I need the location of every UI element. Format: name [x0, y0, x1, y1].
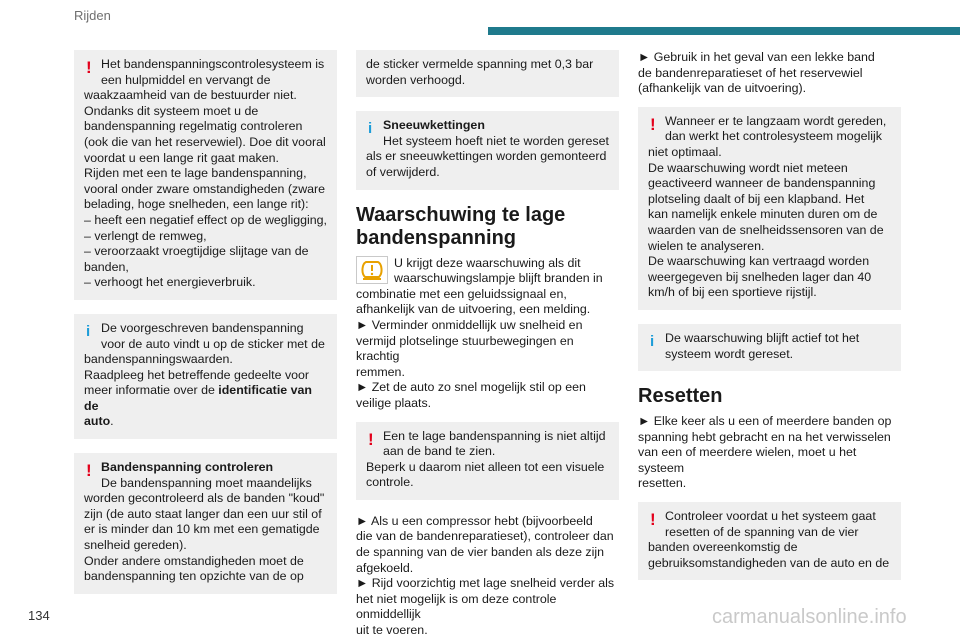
text-line: bandenspanning regelmatig controleren	[84, 119, 303, 134]
text-line: de spanning van de vier banden als deze zijn	[356, 545, 604, 560]
text-line: De waarschuwing blijft actief tot het	[665, 330, 860, 345]
warning-exclamation-icon: !	[650, 114, 656, 134]
text-line: resetten.	[638, 476, 687, 491]
text-line: bandenspanning ten opzichte van de op	[84, 569, 304, 584]
text-line	[84, 414, 327, 430]
text-line: veilige plaats.	[356, 395, 432, 410]
text-line: – heeft een negatief effect op de wegligging,	[84, 212, 327, 227]
text-line: uit te voeren.	[356, 623, 428, 638]
text-line: Een te lage bandenspanning is niet altijd	[383, 428, 606, 443]
text-line: de sticker vermelde spanning met 0,3 bar	[366, 57, 594, 71]
text-line: een hulpmiddel en vervangt de	[101, 72, 271, 87]
paragraph-warning-intro	[356, 256, 619, 412]
text-line: ► Zet de auto zo snel mogelijk stil op een	[356, 380, 586, 395]
text-line: – veroorzaakt vroegtijdige slijtage van de	[84, 244, 309, 259]
info-icon: i	[368, 120, 373, 138]
info-box-prescribed-pressure	[74, 314, 337, 439]
text-line: waarschuwingslampje blijft branden in	[394, 271, 603, 286]
info-icon: i	[650, 332, 655, 350]
section-heading-reset	[638, 385, 901, 408]
paragraph-reset	[638, 414, 901, 492]
text-line: remmen.	[356, 364, 405, 379]
page-number: 134	[28, 608, 50, 623]
paragraph-compressor	[356, 514, 619, 639]
text-line: Het systeem hoeft niet te worden gereset	[383, 133, 609, 148]
text-line: De bandenspanning moet maandelijks	[101, 475, 312, 490]
text-line: snelheid gereden).	[84, 538, 187, 553]
text-line: controle.	[366, 475, 414, 490]
heading-line: Resetten	[638, 385, 723, 408]
text-line: spanning hebt gebracht en na het verwisselen	[638, 429, 891, 444]
text-line: voordat u een lange rit gaat maken.	[84, 150, 279, 165]
text-line: het niet mogelijk is om deze controle onmiddellijk	[356, 591, 557, 622]
text-line: voor de auto vindt u op de sticker met de	[101, 336, 325, 351]
warning-exclamation-icon: !	[86, 461, 92, 481]
text-line: niet optimaal.	[648, 144, 722, 159]
text-line: Controleer voordat u het systeem gaat	[665, 509, 876, 524]
text-line: afhankelijk van de uitvoering, een melding.	[356, 302, 591, 317]
text-line: vooral onder zware omstandigheden (zware	[84, 181, 326, 196]
text-line: er is minder dan 10 km met een gematigde	[84, 522, 320, 537]
text-line: (ook die van het reservewiel). Doe dit vooral	[84, 134, 326, 149]
text-line: banden,	[84, 259, 129, 274]
reference-link-text: identificatie van de	[84, 383, 312, 413]
tire-pressure-warning-icon	[356, 256, 388, 284]
text-line: Ondanks dit systeem moet u de	[84, 103, 259, 118]
warning-box-continued	[356, 50, 619, 97]
text-line: ► Rijd voorzichtig met lage snelheid verder als	[356, 576, 615, 591]
info-box-snow-chains	[356, 111, 619, 189]
text-line: resetten of de spanning van de vier	[665, 524, 859, 539]
text-line: Wanneer er te langzaam wordt gereden,	[665, 113, 887, 128]
text-line: Raadpleeg het betreffende gedeelte voor	[84, 367, 310, 382]
text-line: waarden van de snelheidssensoren van de	[648, 222, 884, 237]
text-line: – verhoogt het energieverbruik.	[84, 275, 256, 290]
text-line: dan werkt het controlesysteem mogelijk	[665, 129, 882, 144]
text-line: als er sneeuwkettingen worden gemonteerd	[366, 149, 607, 164]
text-line: combinatie met een geluidssignaal en,	[356, 286, 567, 301]
text-line: worden gecontroleerd als de banden "koud"	[84, 491, 325, 506]
column-1	[74, 50, 337, 608]
text-line: – verlengt de remweg,	[84, 228, 207, 243]
text-line	[84, 383, 327, 414]
text-line: ► Als u een compressor hebt (bijvoorbeeld	[356, 513, 593, 528]
text-line: de bandenreparatieset of het reservewiel	[638, 65, 863, 80]
text-line: De voorgeschreven bandenspanning	[101, 320, 304, 335]
text-line: geactiveerd wanneer de bandenspanning	[648, 176, 876, 191]
info-box-warning-active	[638, 324, 901, 371]
text-line: U krijgt deze waarschuwing als dit	[394, 255, 581, 270]
warning-exclamation-icon: !	[650, 510, 656, 530]
warning-box-visual-check	[356, 422, 619, 500]
text-line: kan namelijk enkele minuten duren om de	[648, 207, 878, 222]
warning-box-slow-driving	[638, 107, 901, 310]
text-line: banden overeenkomstig de	[648, 540, 798, 555]
warning-box-check-pressure	[74, 453, 337, 594]
text-line: Onder andere omstandigheden moet de	[84, 553, 304, 568]
warning-exclamation-icon: !	[368, 429, 374, 449]
text-line: Beperk u daarom niet alleen tot een visuele	[366, 459, 605, 474]
header-bar	[488, 27, 960, 35]
text-line: ► Verminder onmiddellijk uw snelheid en	[356, 317, 583, 332]
text-line: bandenspanningswaarden.	[84, 352, 233, 367]
text-line: weergegeven bij snelheden lager dan 40	[648, 269, 872, 284]
text-line: waakzaamheid van de bestuurder niet.	[84, 88, 297, 103]
text-line: vermijd plotselinge stuurbewegingen en krachtig	[356, 333, 574, 364]
section-heading-low-pressure-warning	[356, 204, 619, 250]
box-title: Bandenspanning controleren	[101, 460, 274, 475]
text-line: ► Gebruik in het geval van een lekke band	[638, 50, 875, 64]
text-line: worden verhoogd.	[366, 72, 466, 87]
text-line: of verwijderd.	[366, 164, 440, 179]
text-line: (afhankelijk van de uitvoering).	[638, 81, 807, 96]
text-line: aan de band te zien.	[383, 444, 496, 459]
text-line: afgekoeld.	[356, 560, 414, 575]
text-line: belading, hoge snelheden, een lange rit):	[84, 197, 309, 212]
section-title: Rijden	[74, 8, 111, 23]
warning-box-tpms-note	[74, 50, 337, 300]
reference-link-text: auto	[84, 414, 111, 429]
warning-exclamation-icon: !	[86, 58, 92, 77]
column-2	[356, 50, 619, 639]
text-line: die van de bandenreparatieset), controleer dan	[356, 529, 614, 544]
text-line: Rijden met een te lage bandenspanning,	[84, 166, 307, 181]
text-line: De waarschuwing wordt niet meteen	[648, 160, 848, 175]
text-line: systeem wordt gereset.	[665, 346, 794, 361]
text-line: zijn (de auto staat langer dan een uur stil of	[84, 506, 322, 521]
heading-line: Waarschuwing te lage	[356, 203, 566, 226]
text-segment: meer informatie over de	[84, 383, 219, 398]
text-line: gebruiksomstandigheden van de auto en de	[648, 555, 890, 570]
text-segment: .	[110, 414, 114, 429]
text-line: Het bandenspanningscontrolesysteem is	[101, 57, 325, 71]
info-icon: i	[86, 322, 91, 340]
text-line: De waarschuwing kan vertraagd worden	[648, 254, 870, 269]
box-title: Sneeuwkettingen	[383, 118, 485, 133]
heading-line: bandenspanning	[356, 226, 516, 249]
watermark: carmanualsonline.info	[712, 606, 907, 628]
warning-box-before-reset	[638, 502, 901, 580]
paragraph-puncture	[638, 50, 901, 97]
text-line: van een of meerdere wielen, moet u het systeem	[638, 445, 857, 475]
text-line: km/h of bij een sportieve rijstijl.	[648, 285, 817, 300]
text-line: wielen te analyseren.	[648, 238, 765, 253]
column-3	[638, 50, 901, 594]
text-line: ► Elke keer als u een of meerdere banden op	[638, 414, 892, 429]
text-line: plotseling daalt of bij een klapband. Het	[648, 191, 865, 206]
